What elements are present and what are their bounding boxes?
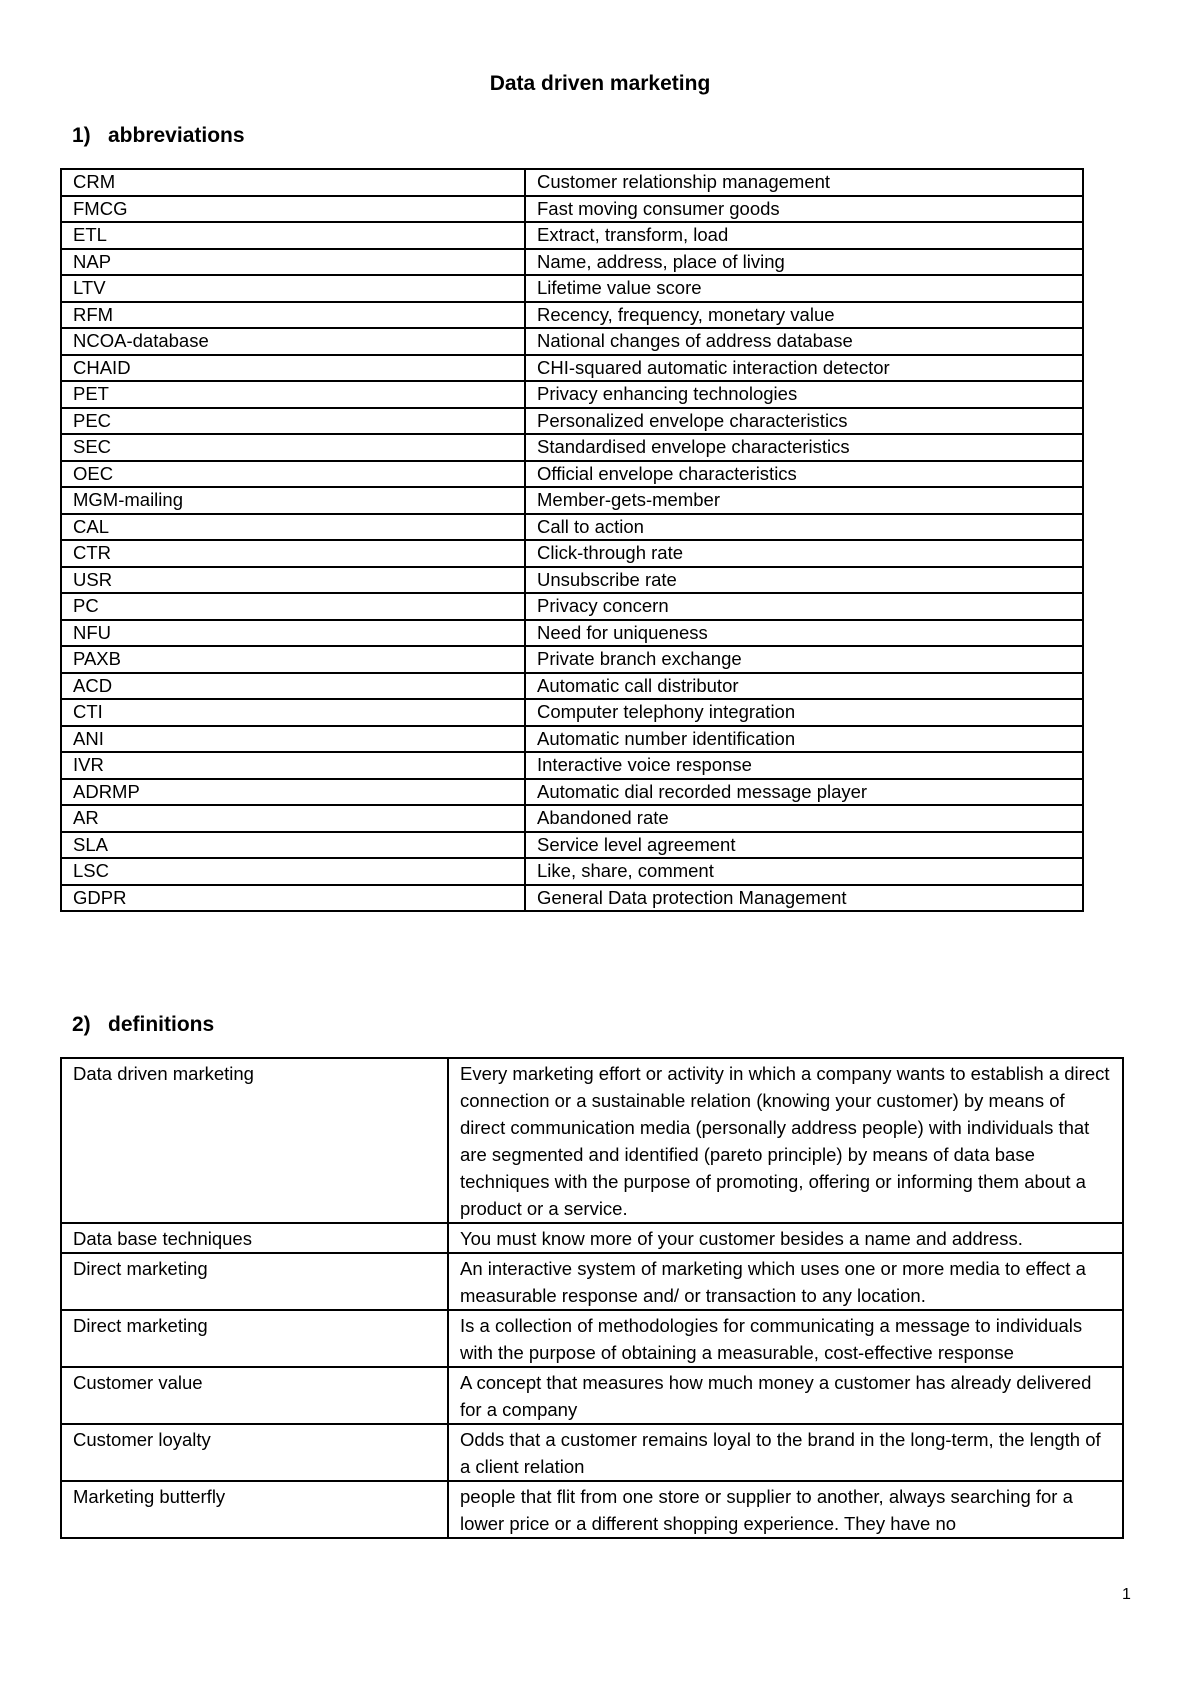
abbreviation-row: [61, 169, 1083, 196]
abbreviation-row-meaning: Privacy concern: [525, 593, 1083, 620]
definition-row-definition: Is a collection of methodologies for communicating a message to individuals with the purpose of obtaining a measurable, cost-effective response: [448, 1310, 1123, 1367]
abbreviation-row-meaning: Standardised envelope characteristics: [525, 434, 1083, 461]
abbreviation-row-term: LSC: [61, 858, 525, 885]
abbreviation-row-meaning: Privacy enhancing technologies: [525, 381, 1083, 408]
definition-row-term: Direct marketing: [61, 1253, 448, 1310]
definition-row: [61, 1367, 1123, 1424]
abbreviation-row-term: IVR: [61, 752, 525, 779]
definition-row-definition: Every marketing effort or activity in which a company wants to establish a direct connection or a sustainable relation (knowing your customer) by means of direct communication media (personally address people) with individuals that are segmented and identified (pareto principle) by means of data base techniques with the purpose of promoting, offering or informing them about a product or a service.: [448, 1058, 1123, 1223]
section-number: 1): [72, 124, 91, 147]
definition-row-definition: A concept that measures how much money a customer has already delivered for a company: [448, 1367, 1123, 1424]
abbreviation-row: [61, 196, 1083, 223]
abbreviation-row-term: LTV: [61, 275, 525, 302]
abbreviation-row-meaning: Customer relationship management: [525, 169, 1083, 196]
abbreviation-row-meaning: Automatic number identification: [525, 726, 1083, 753]
abbreviation-row-term: PEC: [61, 408, 525, 435]
abbreviation-row: [61, 381, 1083, 408]
abbreviation-row-term: GDPR: [61, 885, 525, 912]
abbreviation-row-term: CAL: [61, 514, 525, 541]
section-heading-abbreviations: [72, 124, 245, 148]
abbreviation-row: [61, 726, 1083, 753]
abbreviation-row-meaning: Member-gets-member: [525, 487, 1083, 514]
abbreviation-row-meaning: Computer telephony integration: [525, 699, 1083, 726]
abbreviation-row-meaning: Call to action: [525, 514, 1083, 541]
definition-row-term: Marketing butterfly: [61, 1481, 448, 1538]
definition-row-term: Data driven marketing: [61, 1058, 448, 1223]
abbreviation-row-term: CHAID: [61, 355, 525, 382]
abbreviation-row: [61, 222, 1083, 249]
definition-row-definition: An interactive system of marketing which uses one or more media to effect a measurable response and/ or transaction to any location.: [448, 1253, 1123, 1310]
abbreviation-row-meaning: Fast moving consumer goods: [525, 196, 1083, 223]
abbreviation-row-meaning: Extract, transform, load: [525, 222, 1083, 249]
section-title: definitions: [108, 1013, 215, 1036]
abbreviation-row-term: ADRMP: [61, 779, 525, 806]
definition-row: [61, 1058, 1123, 1223]
abbreviation-row-meaning: Interactive voice response: [525, 752, 1083, 779]
abbreviation-row-term: PET: [61, 381, 525, 408]
section-number: 2): [72, 1013, 91, 1036]
definition-row: [61, 1481, 1123, 1538]
abbreviation-row: [61, 355, 1083, 382]
abbreviation-row-term: ANI: [61, 726, 525, 753]
abbreviation-row: [61, 567, 1083, 594]
abbreviation-row-meaning: Official envelope characteristics: [525, 461, 1083, 488]
abbreviation-row-meaning: Recency, frequency, monetary value: [525, 302, 1083, 329]
definition-row: [61, 1253, 1123, 1310]
abbreviation-row: [61, 540, 1083, 567]
section-title: abbreviations: [108, 124, 245, 147]
document-title: Data driven marketing: [489, 72, 711, 95]
abbreviation-row-term: CRM: [61, 169, 525, 196]
definition-row-term: Direct marketing: [61, 1310, 448, 1367]
abbreviations-table: [60, 168, 1084, 912]
abbreviation-row-term: CTI: [61, 699, 525, 726]
definition-row-definition: people that flit from one store or supplier to another, always searching for a lower price or a different shopping experience. They have no: [448, 1481, 1123, 1538]
abbreviation-row-meaning: Click-through rate: [525, 540, 1083, 567]
abbreviation-row-meaning: Lifetime value score: [525, 275, 1083, 302]
abbreviation-row-meaning: Automatic call distributor: [525, 673, 1083, 700]
abbreviation-row-meaning: Name, address, place of living: [525, 249, 1083, 276]
abbreviation-row: [61, 699, 1083, 726]
abbreviation-row: [61, 673, 1083, 700]
abbreviation-row: [61, 646, 1083, 673]
definition-row-term: Customer loyalty: [61, 1424, 448, 1481]
abbreviation-row-term: SEC: [61, 434, 525, 461]
abbreviation-row: [61, 408, 1083, 435]
abbreviation-row: [61, 487, 1083, 514]
abbreviation-row-meaning: Private branch exchange: [525, 646, 1083, 673]
abbreviation-row: [61, 434, 1083, 461]
abbreviation-row: [61, 805, 1083, 832]
definition-row-definition: You must know more of your customer besides a name and address.: [448, 1223, 1123, 1253]
abbreviation-row-term: USR: [61, 567, 525, 594]
abbreviation-row-meaning: Like, share, comment: [525, 858, 1083, 885]
abbreviation-row-meaning: Abandoned rate: [525, 805, 1083, 832]
abbreviation-row: [61, 249, 1083, 276]
abbreviation-row-meaning: General Data protection Management: [525, 885, 1083, 912]
abbreviation-row-term: OEC: [61, 461, 525, 488]
abbreviation-row: [61, 275, 1083, 302]
definition-row: [61, 1310, 1123, 1367]
abbreviation-row-term: NFU: [61, 620, 525, 647]
abbreviation-row-term: ETL: [61, 222, 525, 249]
definition-row: [61, 1424, 1123, 1481]
abbreviation-row: [61, 328, 1083, 355]
abbreviation-row-meaning: Automatic dial recorded message player: [525, 779, 1083, 806]
abbreviation-row-meaning: National changes of address database: [525, 328, 1083, 355]
abbreviation-row-term: RFM: [61, 302, 525, 329]
abbreviation-row-term: NAP: [61, 249, 525, 276]
abbreviation-row-term: ACD: [61, 673, 525, 700]
abbreviation-row: [61, 514, 1083, 541]
abbreviation-row: [61, 779, 1083, 806]
definition-row-definition: Odds that a customer remains loyal to the brand in the long-term, the length of a client relation: [448, 1424, 1123, 1481]
section-heading-definitions: [72, 1013, 214, 1037]
abbreviation-row-term: NCOA-database: [61, 328, 525, 355]
abbreviation-row-term: CTR: [61, 540, 525, 567]
abbreviation-row-term: SLA: [61, 832, 525, 859]
abbreviation-row-meaning: Unsubscribe rate: [525, 567, 1083, 594]
abbreviation-row: [61, 461, 1083, 488]
abbreviation-row: [61, 885, 1083, 912]
abbreviation-row-term: MGM-mailing: [61, 487, 525, 514]
abbreviation-row-term: FMCG: [61, 196, 525, 223]
abbreviation-row-term: PC: [61, 593, 525, 620]
definitions-table: [60, 1057, 1124, 1539]
definition-row-term: Data base techniques: [61, 1223, 448, 1253]
abbreviation-row-meaning: Need for uniqueness: [525, 620, 1083, 647]
abbreviation-row: [61, 752, 1083, 779]
abbreviation-row-meaning: CHI-squared automatic interaction detector: [525, 355, 1083, 382]
abbreviation-row: [61, 593, 1083, 620]
abbreviation-row: [61, 832, 1083, 859]
abbreviation-row: [61, 620, 1083, 647]
abbreviation-row-meaning: Personalized envelope characteristics: [525, 408, 1083, 435]
page-number: 1: [1122, 1586, 1131, 1603]
abbreviation-row-term: PAXB: [61, 646, 525, 673]
definition-row-term: Customer value: [61, 1367, 448, 1424]
definition-row: [61, 1223, 1123, 1253]
abbreviation-row: [61, 858, 1083, 885]
abbreviation-row: [61, 302, 1083, 329]
abbreviation-row-meaning: Service level agreement: [525, 832, 1083, 859]
abbreviation-row-term: AR: [61, 805, 525, 832]
